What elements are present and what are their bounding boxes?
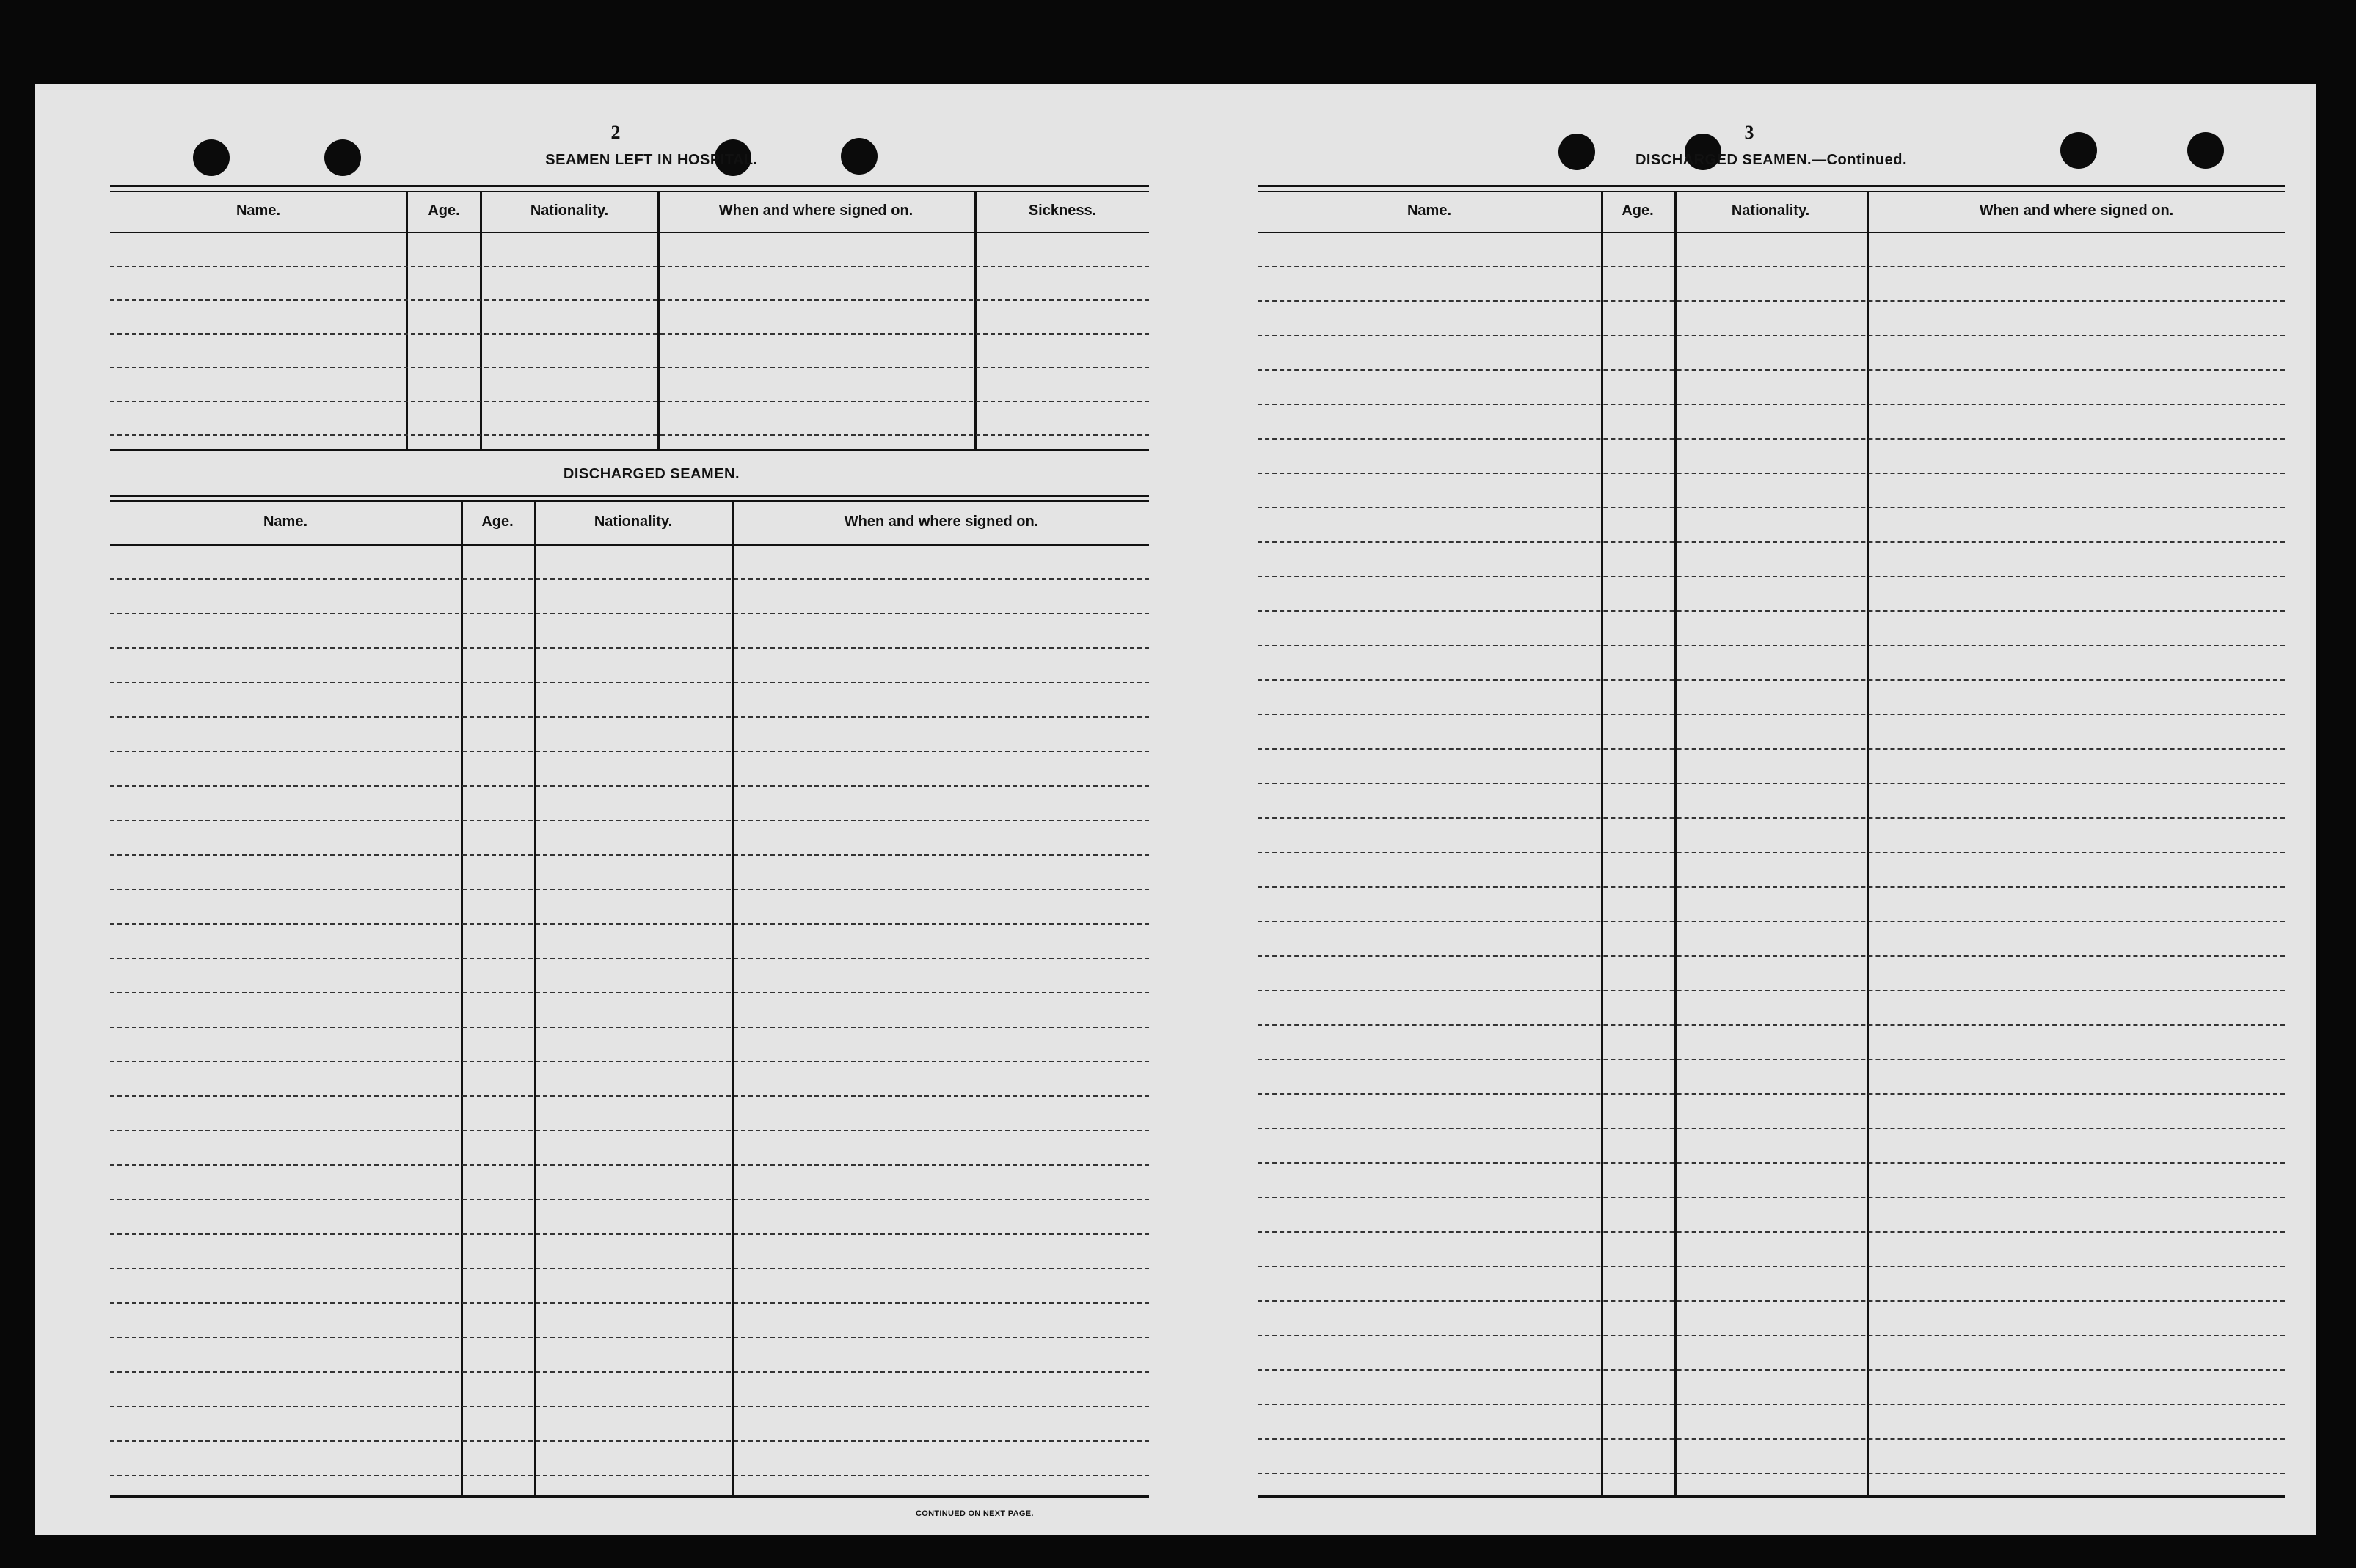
rule [1258,185,2285,187]
entry-line [1258,1438,2285,1440]
entry-line [1258,990,2285,991]
entry-line [1258,921,2285,922]
entry-line [1258,610,2285,612]
page-number-left: 2 [610,122,621,143]
entry-line [110,1027,1149,1028]
rule [110,185,1149,187]
column-divider [657,191,660,451]
col-header-when-where: When and where signed on. [844,514,1039,530]
entry-line [1258,541,2285,543]
entry-line [1258,886,2285,888]
entry-line [110,820,1149,821]
entry-line [110,647,1149,649]
discharged-continued-title: DISCHARGED SEAMEN.—Continued. [1635,152,1908,168]
entry-line [1258,783,2285,784]
entry-line [110,1164,1149,1166]
col-header-nationality: Nationality. [594,514,673,530]
entry-line [1258,955,2285,957]
entry-line [1258,748,2285,750]
entry-line [110,992,1149,993]
entry-line [110,716,1149,718]
entry-line [110,1268,1149,1269]
entry-line [1258,1059,2285,1060]
entry-line [110,751,1149,752]
entry-line [1258,1231,2285,1233]
column-divider [534,500,536,1498]
punch-hole [193,139,230,176]
rule [1258,232,2285,233]
entry-line [1258,1335,2285,1336]
continued-note: CONTINUED ON NEXT PAGE. [916,1509,1034,1518]
entry-line [110,333,1149,335]
entry-line [1258,1162,2285,1164]
entry-line [110,1406,1149,1407]
entry-line [110,1130,1149,1131]
entry-line [110,367,1149,368]
entry-line [1258,404,2285,405]
col-header-age: Age. [1622,203,1654,219]
rule [1258,1495,2285,1498]
rule [110,544,1149,546]
entry-line [1258,1024,2285,1026]
col-header-nationality: Nationality. [1731,203,1810,219]
entry-line [1258,817,2285,819]
entry-line [1258,300,2285,302]
entry-line [1258,438,2285,440]
entry-line [110,1199,1149,1200]
entry-line [1258,645,2285,646]
entry-line [110,854,1149,856]
document-sheet [35,84,2316,1535]
entry-line [110,1302,1149,1304]
entry-line [1258,335,2285,336]
entry-line [1258,473,2285,474]
entry-line [1258,576,2285,577]
entry-line [110,889,1149,890]
entry-line [110,1061,1149,1062]
rule [110,232,1149,233]
entry-line [110,613,1149,614]
entry-line [110,266,1149,267]
entry-line [110,1371,1149,1373]
col-header-name: Name. [236,203,281,219]
entry-line [1258,714,2285,715]
rule [110,449,1149,451]
entry-line [110,923,1149,925]
entry-line [1258,1404,2285,1405]
column-divider [974,191,977,451]
entry-line [110,1337,1149,1338]
discharged-section-title: DISCHARGED SEAMEN. [563,466,740,482]
col-header-nationality: Nationality. [530,203,609,219]
entry-line [1258,1128,2285,1129]
col-header-age: Age. [481,514,514,530]
entry-line [1258,1093,2285,1095]
column-divider [732,500,734,1498]
entry-line [1258,1473,2285,1474]
col-header-name: Name. [1407,203,1452,219]
page-number-right: 3 [1744,122,1754,143]
column-divider [480,191,482,451]
punch-hole [2060,132,2097,169]
entry-line [110,785,1149,787]
entry-line [110,958,1149,959]
entry-line [1258,266,2285,267]
entry-line [110,401,1149,402]
entry-line [1258,369,2285,371]
rule [110,1495,1149,1498]
col-header-name: Name. [263,514,308,530]
col-header-when-where: When and where signed on. [1979,203,2174,219]
rule [110,500,1149,502]
entry-line [110,682,1149,683]
entry-line [1258,507,2285,508]
column-divider [461,500,463,1498]
entry-line [1258,1266,2285,1267]
entry-line [1258,1369,2285,1371]
entry-line [110,299,1149,301]
entry-line [110,1475,1149,1476]
rule [110,495,1149,497]
punch-hole [324,139,361,176]
hospital-section-title: SEAMEN LEFT IN HOSPITAL. [545,152,758,168]
entry-line [1258,679,2285,681]
entry-line [110,434,1149,436]
col-header-sickness: Sickness. [1028,203,1097,219]
col-header-when-where: When and where signed on. [718,203,913,219]
rule [110,191,1149,192]
punch-hole [2187,132,2224,169]
entry-line [1258,1300,2285,1302]
col-header-age: Age. [428,203,460,219]
column-divider [406,191,408,451]
entry-line [1258,1197,2285,1198]
entry-line [1258,852,2285,853]
entry-line [110,1095,1149,1097]
entry-line [110,1440,1149,1442]
entry-line [110,1233,1149,1235]
rule [1258,191,2285,192]
entry-line [110,578,1149,580]
